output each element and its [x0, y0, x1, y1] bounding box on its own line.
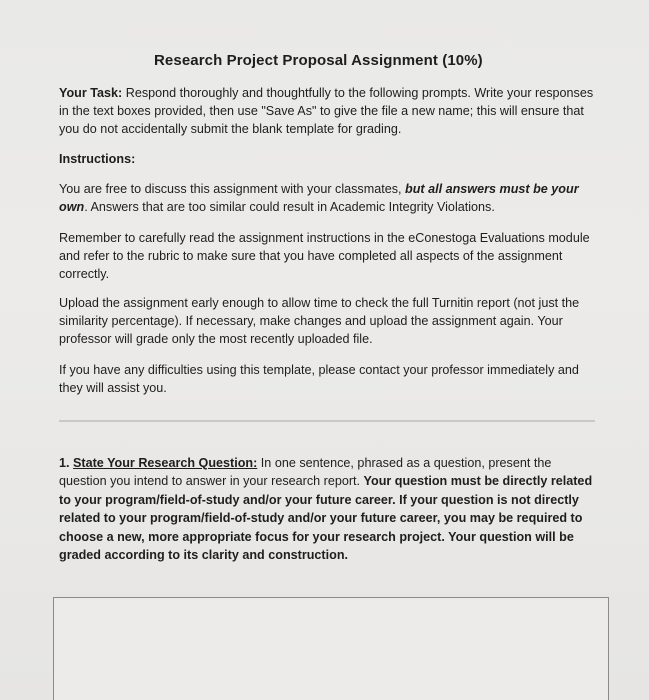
- page-title: Research Project Proposal Assignment (10%): [154, 52, 483, 69]
- task-label: Your Task:: [59, 86, 123, 100]
- collaboration-emphasis: but all answers must be your own: [59, 182, 579, 214]
- task-paragraph: [59, 84, 599, 138]
- section-divider: [59, 420, 595, 422]
- collaboration-text-start: You are free to discuss this assignment with your classmates,: [59, 182, 406, 196]
- instruction-paragraph-rubric: Remember to carefully read the assignment instructions in the eConestoga Evaluations module and refer to the rubric to make sure that you have completed all aspects of the assignment correctly.: [59, 231, 590, 281]
- question-1-text: In one sentence, phrased as a question, present the question you intend to answer in your research report.: [59, 456, 552, 489]
- instructions-heading: Instructions:: [59, 152, 136, 166]
- question-1-heading: State Your Research Question:: [73, 456, 258, 470]
- task-text: Respond thoroughly and thoughtfully to the following prompts. Write your responses in the text boxes provided, then use "Save As" to give the file a new name; this will ensure that you do not accidentally submit the blank template for grading.: [59, 86, 594, 136]
- instruction-paragraph-support: If you have any difficulties using this template, please contact your professor immediately and they will assist you.: [59, 363, 579, 395]
- question-1-requirements: Your question must be directly related to your program/field-of-study and/or your future career. If your question is not directly related to your program/field-of-study and/or your future career, you may be required to choose a new, more appropriate focus for your research project. Your question will be graded according to its clarity and construction.: [59, 474, 593, 563]
- question-1-prompt: [59, 454, 599, 564]
- question-1-number: 1.: [59, 456, 74, 470]
- question-1-answer-box[interactable]: [53, 597, 609, 700]
- instruction-paragraph-turnitin: Upload the assignment early enough to allow time to check the full Turnitin report (not just the similarity percentage). If necessary, make changes and upload the assignment again. Your professor will grade only the most recently uploaded file.: [59, 296, 580, 346]
- instruction-paragraph-collaboration: [59, 180, 599, 216]
- collaboration-text-end: . Answers that are too similar could result in Academic Integrity Violations.: [84, 200, 495, 214]
